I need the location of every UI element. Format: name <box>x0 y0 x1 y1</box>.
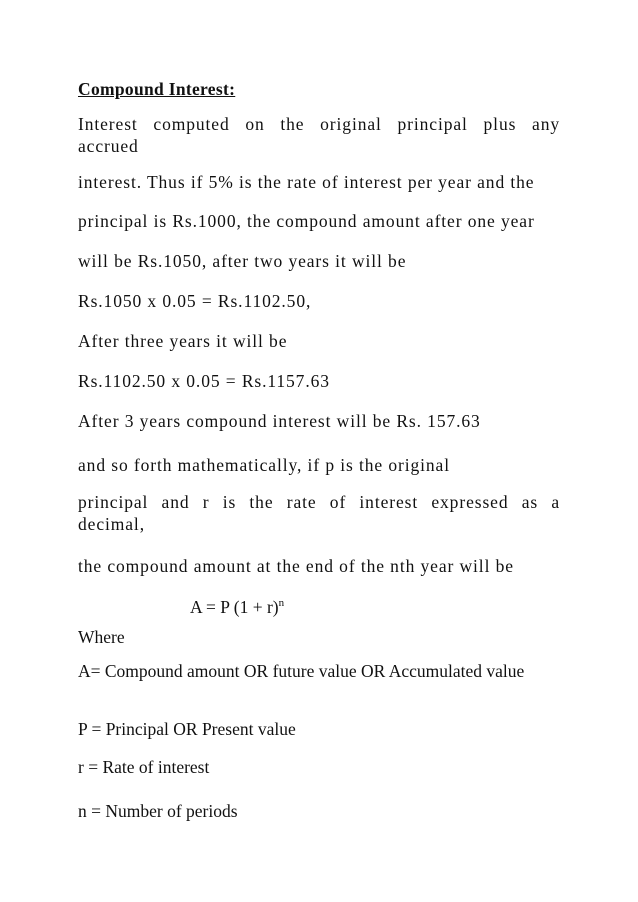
paragraph-line: Rs.1102.50 x 0.05 = Rs.1157.63 <box>78 371 330 391</box>
section-title: Compound Interest: <box>78 79 236 99</box>
paragraph-line: principal and r is the rate of interest expressed as a <box>78 492 560 512</box>
definition-line: r = Rate of interest <box>78 757 210 777</box>
where-label: Where <box>78 627 125 647</box>
paragraph-line: decimal, <box>78 514 145 534</box>
compound-formula <box>190 596 284 618</box>
paragraph-line: interest. Thus if 5% is the rate of interest per year and the <box>78 172 535 192</box>
paragraph-line: Rs.1050 x 0.05 = Rs.1102.50, <box>78 291 312 311</box>
definition-line: A= Compound amount OR future value OR Accumulated value <box>78 661 525 681</box>
paragraph-line: and so forth mathematically, if p is the original <box>78 455 450 475</box>
formula-exponent: n <box>278 597 285 609</box>
paragraph-line: After three years it will be <box>78 331 288 351</box>
paragraph-line: After 3 years compound interest will be Rs. 157.63 <box>78 411 481 431</box>
paragraph-line: Interest computed on the original principal plus any <box>78 114 560 134</box>
paragraph-line: principal is Rs.1000, the compound amount after one year <box>78 211 535 231</box>
definition-line: P = Principal OR Present value <box>78 719 296 739</box>
paragraph-line: the compound amount at the end of the nth year will be <box>78 556 514 576</box>
definition-line: n = Number of periods <box>78 801 238 821</box>
paragraph-line: will be Rs.1050, after two years it will be <box>78 251 407 271</box>
formula-base: A = P (1 + r) <box>190 597 279 617</box>
paragraph-line: accrued <box>78 136 139 156</box>
